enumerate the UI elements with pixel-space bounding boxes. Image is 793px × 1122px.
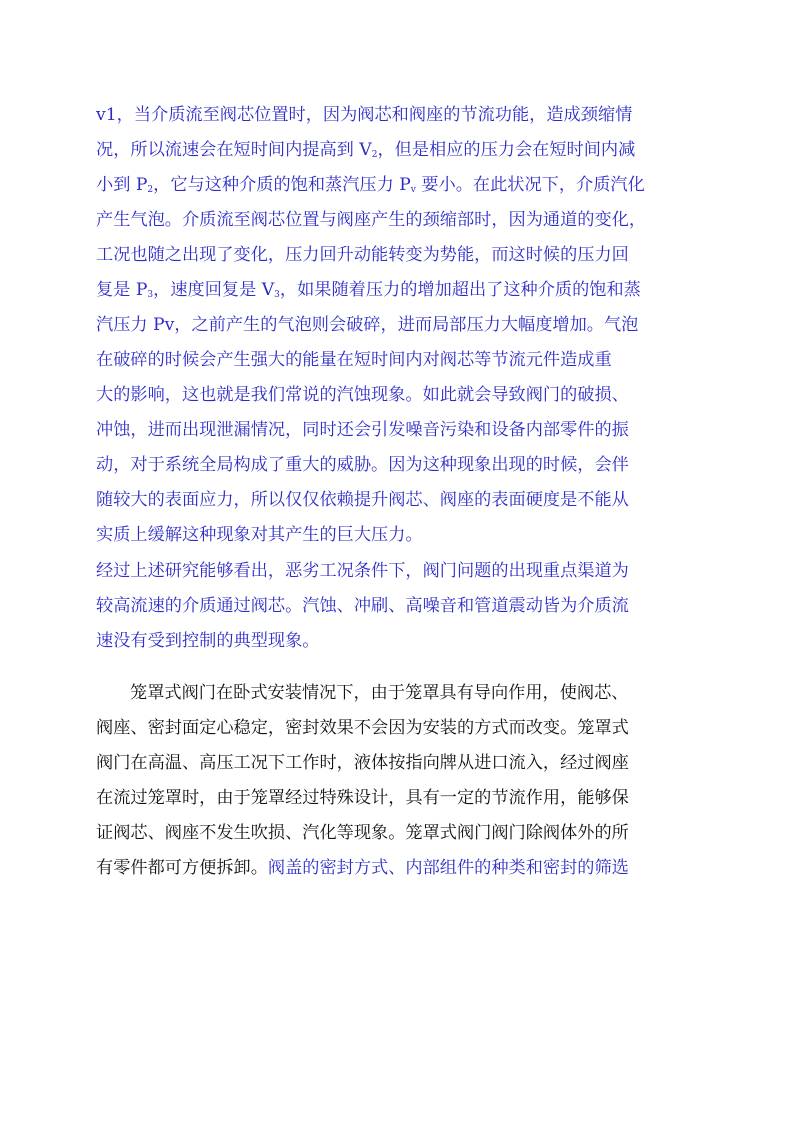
text-run: 速没有受到控制的典型现象。 (96, 631, 320, 651)
text-line (96, 275, 641, 305)
text-run: 笼罩式阀门在卧式安装情况下，由于笼罩具有导向作用，使阀芯、 (130, 683, 629, 703)
text-run: 要小。在此状况下，介质汽化 (415, 175, 645, 195)
text-run: 证阀芯、阀座不发生吹损、汽化等现象。笼罩式阀门阀门除阀体外的所 (96, 823, 629, 843)
subscript: 2 (147, 185, 154, 195)
text-line (96, 520, 423, 550)
text-run: ，它与这种介质的饱和蒸汽压力 P (153, 175, 411, 195)
text-run: 产生气泡。介质流至阀芯位置与阀座产生的颈缩部时，因为通道的变化， (96, 210, 647, 230)
text-run: 大的影响，这也就是我们常说的汽蚀现象。如此就会导致阀门的破损、 (96, 385, 629, 405)
text-line (96, 818, 629, 848)
text-line (96, 748, 629, 778)
text-line (96, 415, 629, 445)
text-run: 经过上述研究能够看出，恶劣工况条件下，阀门问题的出现重点渠道为 (96, 561, 629, 581)
text-run: 较高流速的介质通过阀芯。汽蚀、冲刷、高噪音和管道震动皆为介质流 (96, 596, 629, 616)
text-line (96, 380, 629, 410)
text-line (96, 591, 629, 621)
subscript: 3 (274, 290, 280, 300)
text-line (96, 135, 635, 165)
text-run: 阀门在高温、高压工况下工作时，液体按指向牌从进口流入，经过阀座 (96, 753, 629, 773)
text-line (130, 678, 628, 708)
text-line (96, 713, 629, 743)
text-line (96, 450, 629, 480)
text-line (96, 100, 632, 130)
text-run: 工况也随之出现了变化，压力回升动能转变为势能，而这时候的压力回 (96, 245, 629, 265)
text-line (96, 205, 646, 235)
text-run: ，速度回复是 V (153, 280, 275, 300)
text-line (96, 310, 638, 340)
subscript: 2 (371, 150, 378, 160)
text-line (96, 170, 645, 200)
text-run: 冲蚀，进而出现泄漏情况，同时还会引发噪音污染和设备内部零件的振 (96, 420, 629, 440)
text-line (96, 783, 629, 813)
text-line (96, 485, 629, 515)
text-run: 况，所以流速会在短时间内提高到 V (96, 140, 372, 160)
text-run: v1，当介质流至阀芯位置时，因为阀芯和阀座的节流功能，造成颈缩情 (96, 105, 633, 125)
text-run: 在流过笼罩时，由于笼罩经过特殊设计，具有一定的节流作用，能够保 (96, 788, 629, 808)
text-run: 小到 P (96, 175, 148, 195)
subscript: v (410, 185, 416, 195)
text-run: 阀盖的密封方式、内部组件的种类和密封的筛选 (267, 858, 629, 878)
text-line (96, 626, 319, 656)
text-run: 随较大的表面应力，所以仅仅依赖提升阀芯、阀座的表面硬度是不能从 (96, 490, 629, 510)
text-run: 汽压力 Pv，之前产生的气泡则会破碎，进而局部压力大幅度增加。气泡 (96, 315, 639, 335)
text-run: 复是 P (96, 280, 148, 300)
text-line (96, 240, 629, 270)
text-run: 在破碎的时候会产生强大的能量在短时间内对阀芯等节流元件造成重 (96, 350, 612, 370)
text-line (96, 556, 629, 586)
text-line (96, 345, 612, 375)
text-run: ，如果随着压力的增加超出了这种介质的饱和蒸 (279, 280, 641, 300)
text-run: 动，对于系统全局构成了重大的威胁。因为这种现象出现的时候，会伴 (96, 455, 629, 475)
subscript: 3 (147, 290, 154, 300)
text-run: 有零件都可方便拆卸。 (96, 858, 268, 878)
text-run: 阀座、密封面定心稳定，密封效果不会因为安装的方式而改变。笼罩式 (96, 718, 629, 738)
text-run: ，但是相应的压力会在短时间内减 (377, 140, 636, 160)
text-line (96, 853, 629, 883)
text-run: 实质上缓解这种现象对其产生的巨大压力。 (96, 525, 423, 545)
